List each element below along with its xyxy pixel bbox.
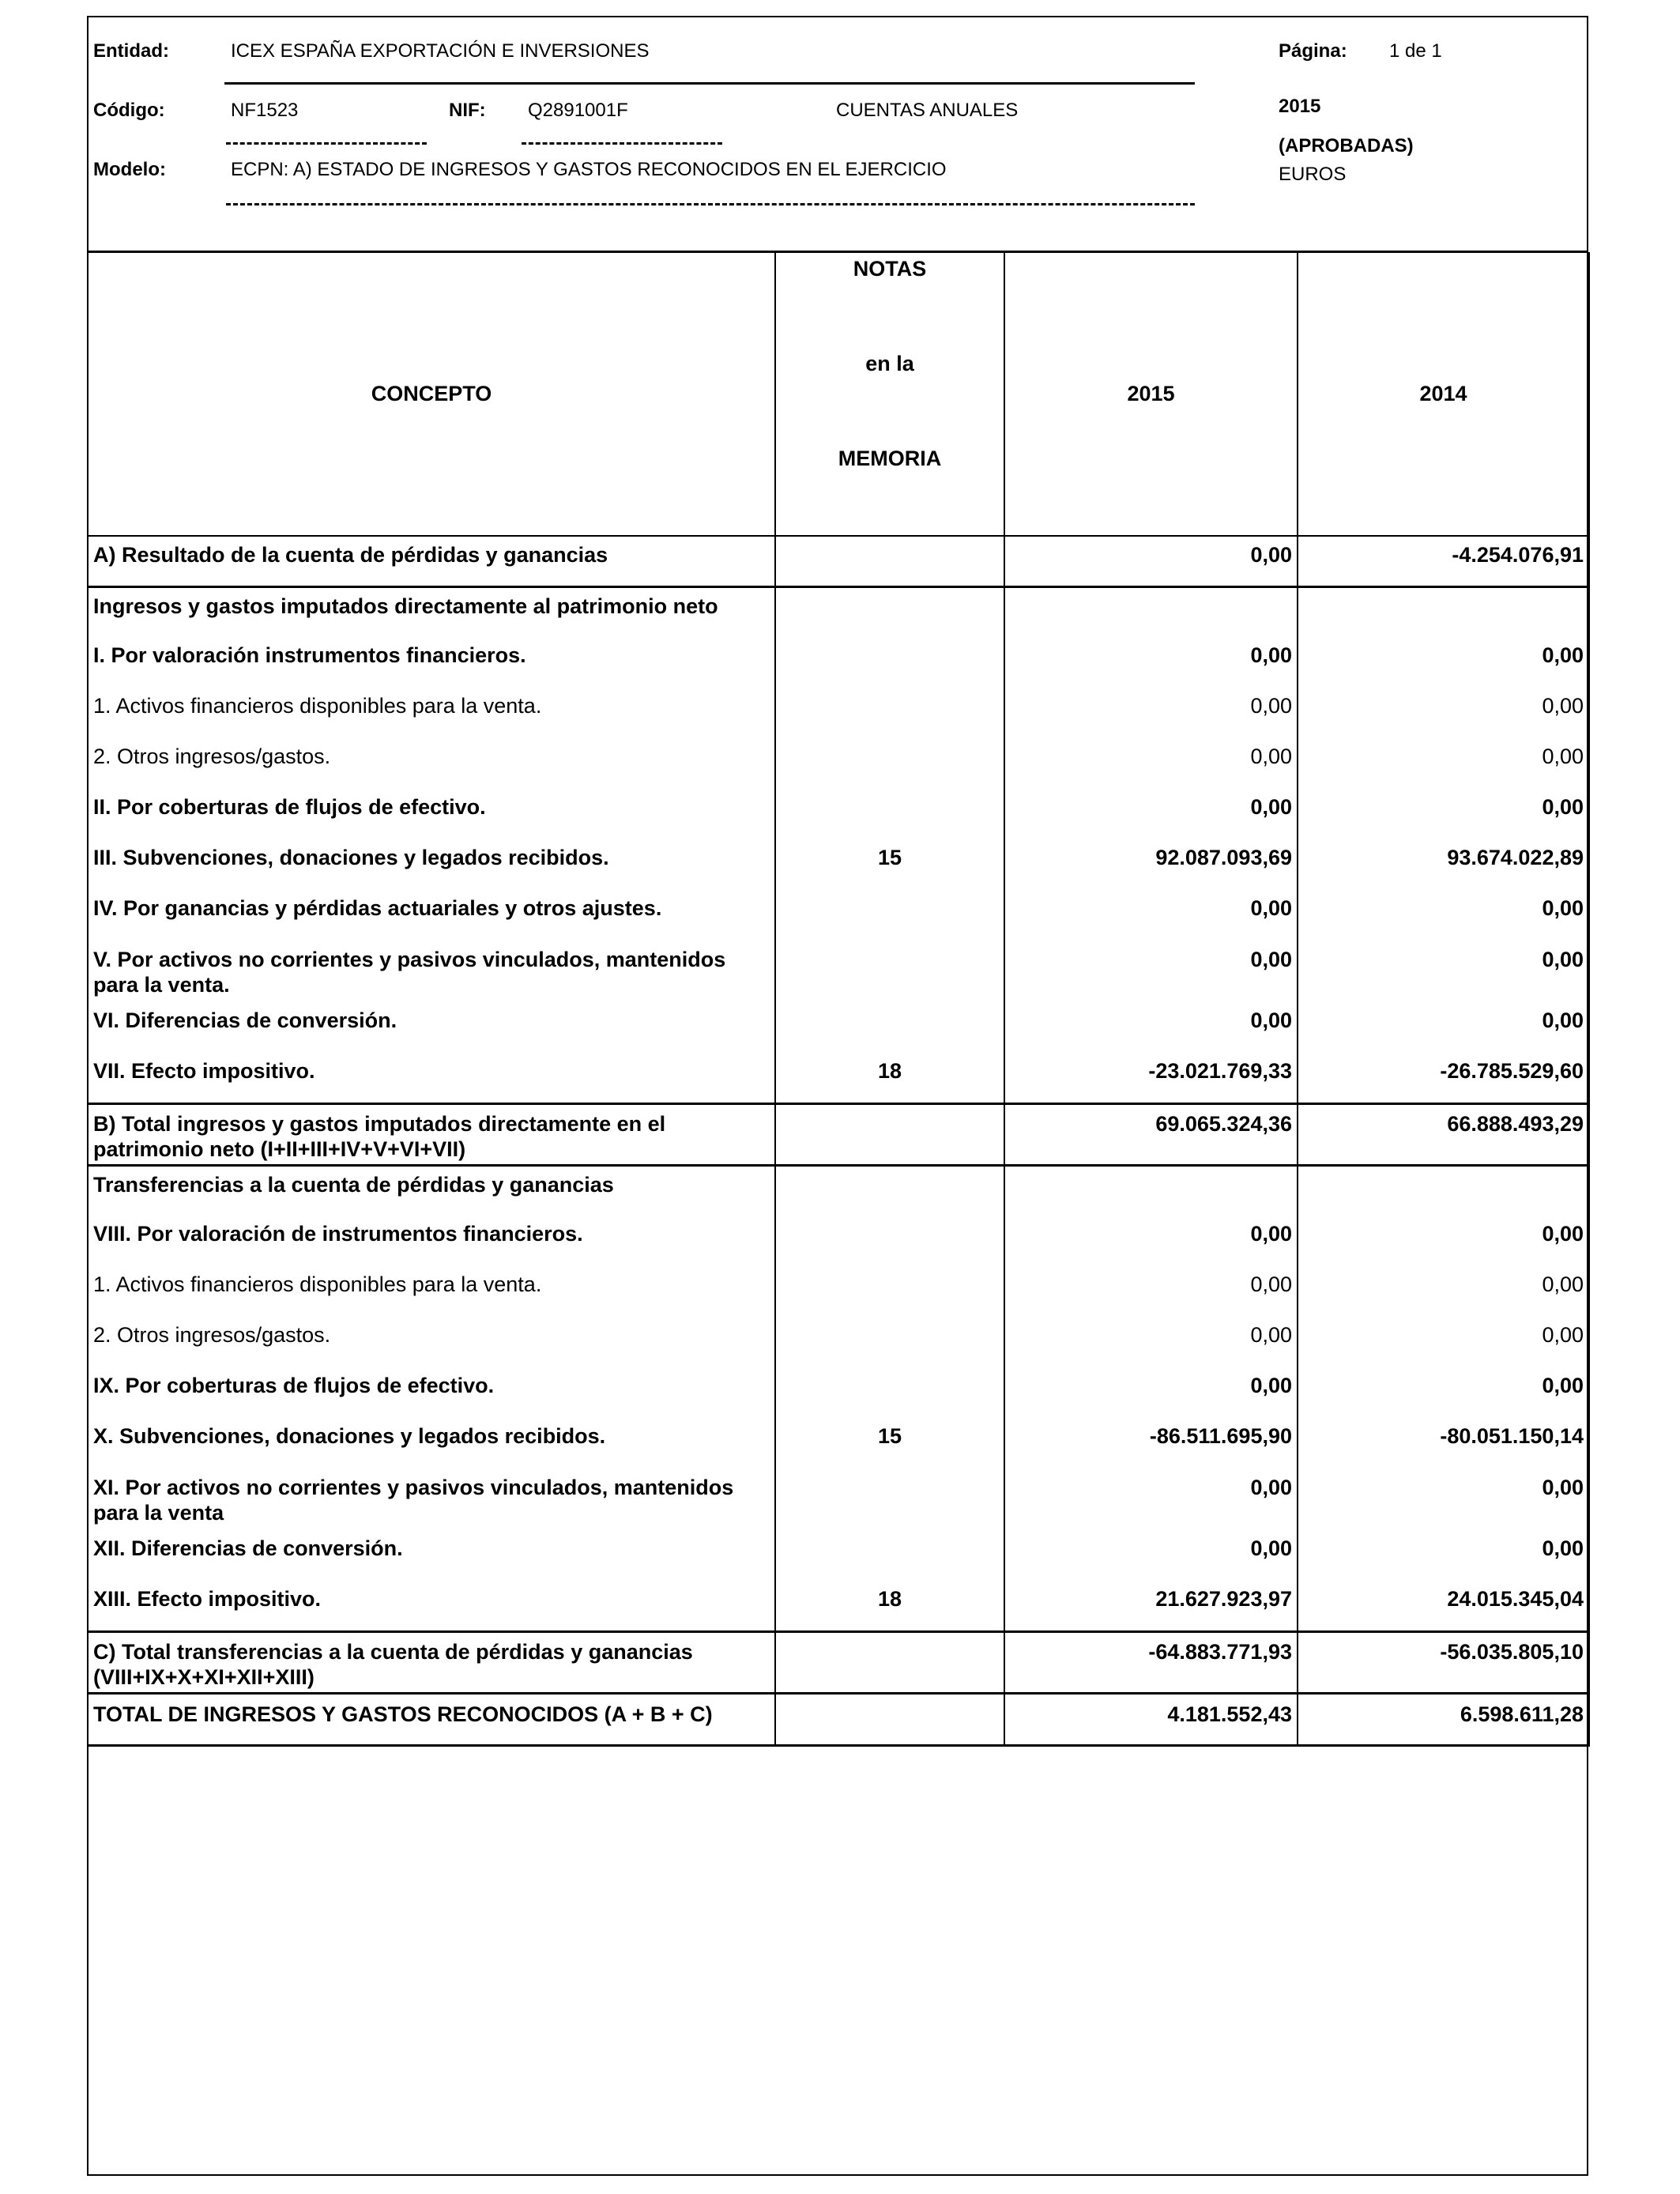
table-row	[88, 1418, 1589, 1468]
aprobadas-label: (APROBADAS)	[1279, 135, 1414, 156]
table-row	[88, 1367, 1589, 1418]
table-row	[88, 839, 1589, 890]
table-row	[88, 1053, 1589, 1103]
table-row	[88, 890, 1589, 941]
nif-dashed-line	[522, 142, 722, 145]
table-row	[88, 1693, 1589, 1745]
pagina-value: 1 de 1	[1389, 40, 1442, 62]
row-value-2014	[1298, 1165, 1589, 1216]
row-value-2015: 21.627.923,97	[1004, 1581, 1298, 1631]
row-value-2015: 0,00	[1004, 890, 1298, 941]
row-concepto: I. Por valoración instrumentos financieros.	[88, 637, 775, 688]
table-row	[88, 1103, 1589, 1165]
table-row	[88, 637, 1589, 688]
row-notas	[775, 1317, 1004, 1367]
entidad-value: ICEX ESPAÑA EXPORTACIÓN E INVERSIONES	[231, 40, 650, 62]
notas-header	[775, 252, 1004, 536]
row-notas	[775, 1693, 1004, 1745]
row-concepto: III. Subvenciones, donaciones y legados recibidos.	[88, 839, 775, 890]
row-concepto: VI. Diferencias de conversión.	[88, 1002, 775, 1053]
notas-header-line3: MEMORIA	[838, 447, 942, 470]
row-value-2014: 0,00	[1298, 941, 1589, 1002]
row-concepto: IV. Por ganancias y pérdidas actuariales y otros ajustes.	[88, 890, 775, 941]
row-value-2014: 0,00	[1298, 1367, 1589, 1418]
row-value-2015: 0,00	[1004, 536, 1298, 586]
row-value-2014: 0,00	[1298, 890, 1589, 941]
row-concepto: VII. Efecto impositivo.	[88, 1053, 775, 1103]
currency-label: EUROS	[1279, 164, 1347, 185]
row-value-2015: 0,00	[1004, 1468, 1298, 1530]
row-notas	[775, 1216, 1004, 1266]
row-concepto: IX. Por coberturas de flujos de efectivo.	[88, 1367, 775, 1418]
row-concepto: C) Total transferencias a la cuenta de pérdidas y ganancias (VIII+IX+X+XI+XII+XIII)	[88, 1631, 775, 1693]
row-notas	[775, 1165, 1004, 1216]
row-notas: 15	[775, 1418, 1004, 1468]
table-row	[88, 688, 1589, 738]
table-row	[88, 1631, 1589, 1693]
row-concepto: TOTAL DE INGRESOS Y GASTOS RECONOCIDOS (A + B + C)	[88, 1693, 775, 1745]
cuentas-anuales: CUENTAS ANUALES	[836, 100, 1019, 121]
row-value-2014	[1298, 586, 1589, 637]
row-notas	[775, 536, 1004, 586]
entidad-label: Entidad:	[93, 40, 169, 62]
codigo-dashed-line	[226, 142, 427, 145]
table-row	[88, 941, 1589, 1002]
notas-header-line2: en la	[865, 352, 914, 375]
row-value-2015: 4.181.552,43	[1004, 1693, 1298, 1745]
row-value-2014: 0,00	[1298, 688, 1589, 738]
row-concepto: 2. Otros ingresos/gastos.	[88, 738, 775, 789]
row-concepto: A) Resultado de la cuenta de pérdidas y ganancias	[88, 536, 775, 586]
table-row	[88, 1266, 1589, 1317]
row-concepto: V. Por activos no corrientes y pasivos vinculados, mantenidos para la venta.	[88, 941, 775, 1002]
row-notas	[775, 789, 1004, 839]
table-row	[88, 1165, 1589, 1216]
row-value-2015: 0,00	[1004, 1530, 1298, 1581]
table-row	[88, 1216, 1589, 1266]
row-value-2015: 0,00	[1004, 1317, 1298, 1367]
table-header-row	[88, 252, 1589, 536]
row-notas	[775, 1103, 1004, 1165]
modelo-label: Modelo:	[93, 159, 166, 180]
row-notas	[775, 941, 1004, 1002]
table-row	[88, 536, 1589, 586]
year-2015-header: 2015	[1004, 252, 1298, 536]
row-value-2014: 6.598.611,28	[1298, 1693, 1589, 1745]
row-concepto: XIII. Efecto impositivo.	[88, 1581, 775, 1631]
row-concepto: XII. Diferencias de conversión.	[88, 1530, 775, 1581]
row-concepto: VIII. Por valoración de instrumentos financieros.	[88, 1216, 775, 1266]
row-value-2015: 0,00	[1004, 1367, 1298, 1418]
row-value-2014: 93.674.022,89	[1298, 839, 1589, 890]
row-value-2015: 0,00	[1004, 738, 1298, 789]
modelo-dashed-line	[226, 203, 1195, 205]
row-value-2015: 0,00	[1004, 1002, 1298, 1053]
codigo-label: Código:	[93, 100, 165, 121]
row-concepto: Ingresos y gastos imputados directamente al patrimonio neto	[88, 586, 775, 637]
table-row	[88, 1317, 1589, 1367]
table-row	[88, 586, 1589, 637]
row-notas	[775, 1468, 1004, 1530]
row-value-2015: -64.883.771,93	[1004, 1631, 1298, 1693]
row-notas	[775, 637, 1004, 688]
row-notas	[775, 688, 1004, 738]
row-value-2015: 0,00	[1004, 1216, 1298, 1266]
row-concepto: X. Subvenciones, donaciones y legados recibidos.	[88, 1418, 775, 1468]
row-value-2015: 92.087.093,69	[1004, 839, 1298, 890]
row-notas	[775, 738, 1004, 789]
row-value-2014: 0,00	[1298, 738, 1589, 789]
table-row	[88, 1468, 1589, 1530]
table-row	[88, 789, 1589, 839]
row-notas	[775, 586, 1004, 637]
row-notas	[775, 1367, 1004, 1418]
row-notas	[775, 1631, 1004, 1693]
row-value-2015	[1004, 1165, 1298, 1216]
row-value-2014: 0,00	[1298, 1002, 1589, 1053]
row-value-2015: 69.065.324,36	[1004, 1103, 1298, 1165]
concepto-header: CONCEPTO	[88, 252, 775, 536]
year-2014-header: 2014	[1298, 252, 1589, 536]
row-value-2014: 0,00	[1298, 1468, 1589, 1530]
row-value-2014: -56.035.805,10	[1298, 1631, 1589, 1693]
notas-header-line1: NOTAS	[853, 257, 927, 281]
row-value-2014: -80.051.150,14	[1298, 1418, 1589, 1468]
row-notas: 15	[775, 839, 1004, 890]
row-value-2014: 0,00	[1298, 1216, 1589, 1266]
pagina-label: Página:	[1279, 40, 1347, 62]
row-value-2015: 0,00	[1004, 637, 1298, 688]
nif-value: Q2891001F	[528, 100, 628, 121]
row-concepto: XI. Por activos no corrientes y pasivos vinculados, mantenidos para la venta	[88, 1468, 775, 1530]
row-concepto: Transferencias a la cuenta de pérdidas y ganancias	[88, 1165, 775, 1216]
row-value-2014: 0,00	[1298, 1266, 1589, 1317]
row-value-2014: 0,00	[1298, 789, 1589, 839]
row-concepto: 2. Otros ingresos/gastos.	[88, 1317, 775, 1367]
modelo-value: ECPN: A) ESTADO DE INGRESOS Y GASTOS RECONOCIDOS EN EL EJERCICIO	[231, 159, 947, 180]
row-value-2014: 0,00	[1298, 1530, 1589, 1581]
row-value-2015	[1004, 586, 1298, 637]
row-notas	[775, 1002, 1004, 1053]
row-concepto: 1. Activos financieros disponibles para la venta.	[88, 1266, 775, 1317]
nif-label: NIF:	[449, 100, 486, 121]
codigo-value: NF1523	[231, 100, 299, 121]
row-value-2014: 24.015.345,04	[1298, 1581, 1589, 1631]
ejercicio-year: 2015	[1279, 96, 1321, 117]
row-value-2014: 0,00	[1298, 1317, 1589, 1367]
row-notas	[775, 1530, 1004, 1581]
row-concepto: II. Por coberturas de flujos de efectivo.	[88, 789, 775, 839]
row-notas	[775, 890, 1004, 941]
row-value-2014: 66.888.493,29	[1298, 1103, 1589, 1165]
row-notas: 18	[775, 1581, 1004, 1631]
row-value-2015: 0,00	[1004, 789, 1298, 839]
table-row	[88, 1581, 1589, 1631]
row-value-2015: -86.511.695,90	[1004, 1418, 1298, 1468]
row-value-2015: -23.021.769,33	[1004, 1053, 1298, 1103]
table-row	[88, 1002, 1589, 1053]
table-row	[88, 738, 1589, 789]
row-value-2015: 0,00	[1004, 688, 1298, 738]
row-concepto: B) Total ingresos y gastos imputados directamente en el patrimonio neto (I+II+III+IV+V+VI+VII)	[88, 1103, 775, 1165]
row-value-2015: 0,00	[1004, 1266, 1298, 1317]
entidad-underline	[224, 82, 1195, 85]
row-value-2014: -4.254.076,91	[1298, 536, 1589, 586]
statement-table	[87, 252, 1590, 1747]
row-concepto: 1. Activos financieros disponibles para la venta.	[88, 688, 775, 738]
row-value-2015: 0,00	[1004, 941, 1298, 1002]
table-row	[88, 1530, 1589, 1581]
row-value-2014: 0,00	[1298, 637, 1589, 688]
row-value-2014: -26.785.529,60	[1298, 1053, 1589, 1103]
row-notas: 18	[775, 1053, 1004, 1103]
row-notas	[775, 1266, 1004, 1317]
